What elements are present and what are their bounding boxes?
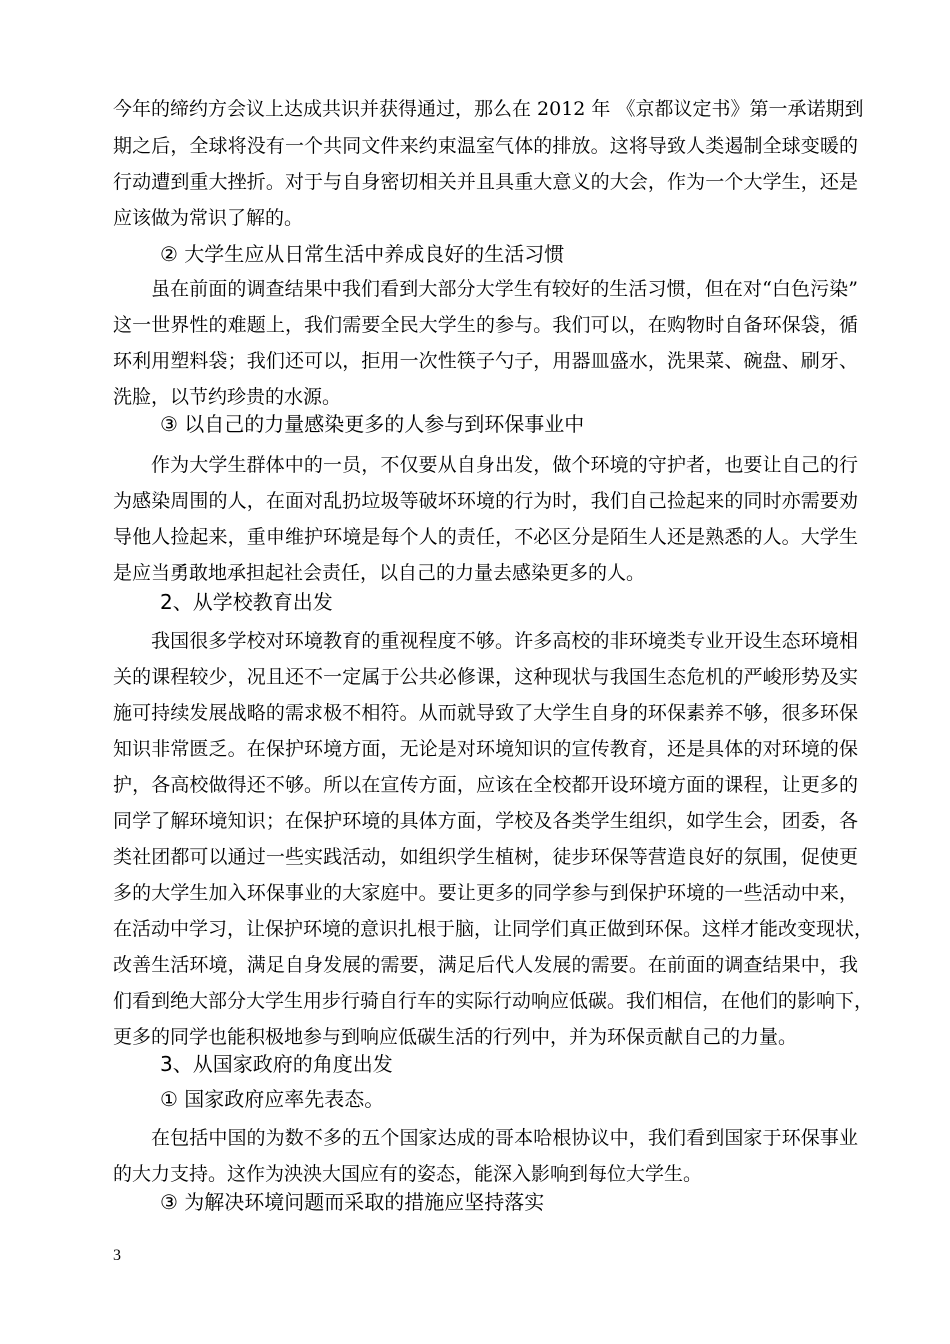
body-text-line: 改善生活环境，满足自身发展的需要，满足后代人发展的需要。在前面的调查结果中，我: [113, 954, 858, 976]
body-text-line: 在活动中学习，让保护环境的意识扎根于脑，让同学们真正做到环保。这样才能改变现状，: [113, 918, 874, 940]
body-text-line: 类社团都可以通过一些实践活动，如组织学生植树，徒步环保等营造良好的氛围，促使更: [113, 846, 858, 868]
body-text-line: 们看到绝大部分大学生用步行骑自行车的实际行动响应低碳。我们相信，在他们的影响下，: [113, 990, 874, 1012]
body-text-line: 我国很多学校对环境教育的重视程度不够。许多高校的非环境类专业开设生态环境相: [151, 630, 858, 652]
body-text-line: 护，各高校做得还不够。所以在宣传方面，应该在全校都开设环境方面的课程，让更多的: [113, 774, 858, 796]
body-text-line: 洗脸，以节约珍贵的水源。: [113, 386, 342, 408]
body-text-line: 施可持续发展战略的需求极不相符。从而就导致了大学生自身的环保素养不够，很多环保: [113, 702, 858, 724]
body-text-line: 关的课程较少，况且还不一定属于公共必修课，这种现状与我国生态危机的严峻形势及实: [113, 666, 858, 688]
body-text-line: 导他人捡起来，重申维护环境是每个人的责任，不必区分是陌生人还是熟悉的人。大学生: [113, 526, 858, 548]
body-text-line: 今年的缔约方会议上达成共识并获得通过，那么在 2012 年 《京都议定书》第一承诺期到: [113, 98, 864, 120]
body-text-line: 更多的同学也能积极地参与到响应低碳生活的行列中，并为环保贡献自己的力量。: [113, 1026, 798, 1048]
section-heading: 2、从学校教育出发: [160, 590, 333, 614]
body-text-line: 为感染周围的人，在面对乱扔垃圾等破坏环境的行为时，我们自己捡起来的同时亦需要劝: [113, 490, 858, 512]
body-text-line: 知识非常匮乏。在保护环境方面，无论是对环境知识的宣传教育，还是具体的对环境的保: [113, 738, 858, 760]
body-text-line: 的大力支持。这作为泱泱大国应有的姿态，能深入影响到每位大学生。: [113, 1163, 703, 1185]
body-text-line: 环利用塑料袋；我们还可以，拒用一次性筷子勺子，用器皿盛水，洗果菜、碗盘、刷牙、: [113, 350, 858, 372]
body-text-line: 虽在前面的调查结果中我们看到大部分大学生有较好的生活习惯，但在对“白色污染”: [151, 278, 858, 300]
section-heading: ③ 为解决环境问题而采取的措施应坚持落实: [160, 1190, 545, 1214]
section-heading: ① 国家政府应率先表态。: [160, 1087, 385, 1111]
body-text-line: 期之后，全球将没有一个共同文件来约束温室气体的排放。这将导致人类遏制全球变暖的: [113, 135, 858, 157]
body-text-line: 是应当勇敢地承担起社会责任，以自己的力量去感染更多的人。: [113, 562, 646, 584]
section-heading: 3、从国家政府的角度出发: [160, 1052, 393, 1076]
section-heading: ② 大学生应从日常生活中养成良好的生活习惯: [160, 242, 565, 266]
body-text-line: 行动遭到重大挫折。对于与自身密切相关并且具重大意义的大会，作为一个大学生，还是: [113, 171, 858, 193]
page-number: 3: [113, 1247, 121, 1264]
body-text-line: 在包括中国的为数不多的五个国家达成的哥本哈根协议中，我们看到国家于环保事业: [151, 1127, 858, 1149]
body-text-line: 同学了解环境知识；在保护环境的具体方面，学校及各类学生组织，如学生会，团委，各: [113, 810, 858, 832]
section-heading: ③ 以自己的力量感染更多的人参与到环保事业中: [160, 412, 585, 436]
body-text-line: 多的大学生加入环保事业的大家庭中。要让更多的同学参与到保护环境的一些活动中来，: [113, 882, 858, 904]
body-text-line: 应该做为常识了解的。: [113, 207, 304, 229]
body-text-line: 作为大学生群体中的一员，不仅要从自身出发，做个环境的守护者，也要让自己的行: [151, 454, 858, 476]
body-text-line: 这一世界性的难题上，我们需要全民大学生的参与。我们可以，在购物时自备环保袋，循: [113, 314, 858, 336]
